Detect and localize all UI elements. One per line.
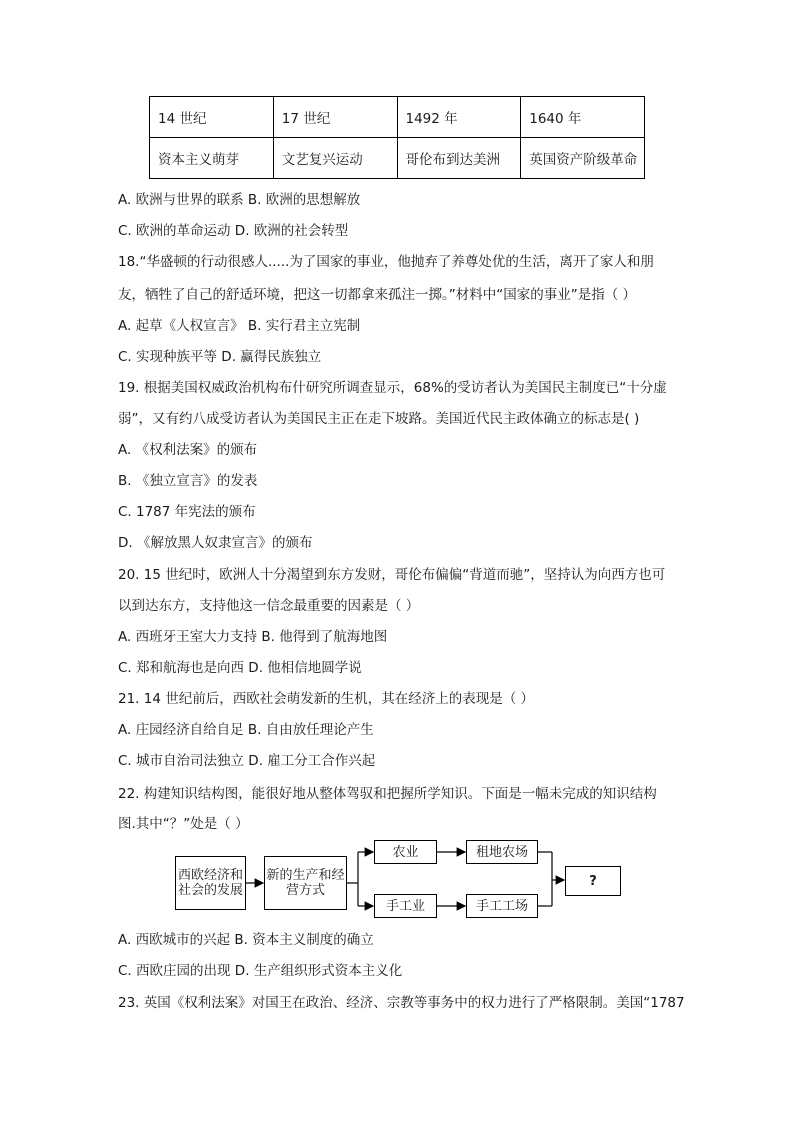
q17-options-cd: C. 欧洲的革命运动 D. 欧洲的社会转型 (118, 223, 349, 239)
table-cell: 1640 年 (521, 97, 645, 138)
q18-stem-line2: 友，牺牲了自己的舒适环境，把这一切都拿来孤注一掷。”材料中“国家的事业”是指（ ） (118, 287, 637, 303)
table-cell: 文艺复兴运动 (273, 138, 397, 179)
diagram-box-new-methods: 新的生产和经营方式 (264, 856, 347, 910)
q21-options-ab: A. 庄园经济自给自足 B. 自由放任理论产生 (118, 722, 374, 738)
q20-stem-line2: 以到达东方，支持他这一信念最重要的因素是（ ） (118, 598, 420, 614)
table-cell: 资本主义萌芽 (150, 138, 274, 179)
table-cell: 英国资产阶级革命 (521, 138, 645, 179)
diagram-box-question: ? (565, 866, 621, 896)
q23-stem-line1: 23. 英国《权利法案》对国王在政治、经济、宗教等事务中的权力进行了严格限制。美国“1787 (118, 995, 685, 1011)
table-cell: 哥伦布到达美洲 (397, 138, 521, 179)
q19-option-d: D. 《解放黑人奴隶宣言》的颁布 (118, 535, 313, 551)
q22-options-cd: C. 西欧庄园的出现 D. 生产组织形式资本主义化 (118, 963, 403, 979)
diagram-box-agriculture: 农业 (374, 840, 437, 864)
q22-stem-line2: 图.其中“？”处是（ ） (118, 816, 249, 832)
q20-options-cd: C. 郑和航海也是向西 D. 他相信地圆学说 (118, 660, 362, 676)
q18-options-cd: C. 实现种族平等 D. 赢得民族独立 (118, 349, 322, 365)
q22-stem-line1: 22. 构建知识结构图，能很好地从整体驾驭和把握所学知识。下面是一幅未完成的知识结构 (118, 786, 657, 802)
table-cell: 14 世纪 (150, 97, 274, 138)
q19-option-a: A. 《权利法案》的颁布 (118, 442, 258, 458)
q19-stem-line1: 19. 根据美国权威政治机构布什研究所调查显示，68%的受访者认为美国民主制度已“十分虚 (118, 380, 667, 396)
q22-options-ab: A. 西欧城市的兴起 B. 资本主义制度的确立 (118, 932, 374, 948)
table-cell: 1492 年 (397, 97, 521, 138)
table-cell: 17 世纪 (273, 97, 397, 138)
diagram-box-development: 西欧经济和社会的发展 (175, 856, 246, 910)
q19-option-b: B. 《独立宣言》的发表 (118, 473, 258, 489)
q18-stem-line1: 18.“华盛顿的行动很感人.....为了国家的事业，他抛弃了养尊处优的生活，离开了家人和朋 (118, 254, 654, 270)
q21-options-cd: C. 城市自治司法独立 D. 雇工分工合作兴起 (118, 753, 376, 769)
diagram-box-tenant-farm: 租地农场 (466, 840, 538, 864)
q18-options-ab: A. 起草《人权宣言》 B. 实行君主立宪制 (118, 318, 361, 334)
diagram-box-workshop: 手工工场 (466, 894, 538, 918)
q19-stem-line2: 弱”，又有约八成受访者认为美国民主正在走下坡路。美国近代民主政体确立的标志是( ) (118, 411, 640, 427)
q21-stem: 21. 14 世纪前后，西欧社会萌发新的生机，其在经济上的表现是（ ） (118, 691, 535, 707)
q20-stem-line1: 20. 15 世纪时，欧洲人十分渴望到东方发财，哥伦布偏偏“背道而驰”，坚持认为向西方也可 (118, 567, 666, 583)
diagram-box-handicraft: 手工业 (374, 894, 437, 918)
q17-options-ab: A. 欧洲与世界的联系 B. 欧洲的思想解放 (118, 192, 361, 208)
q20-options-ab: A. 西班牙王室大力支持 B. 他得到了航海地图 (118, 629, 388, 645)
q19-option-c: C. 1787 年宪法的颁布 (118, 504, 256, 520)
